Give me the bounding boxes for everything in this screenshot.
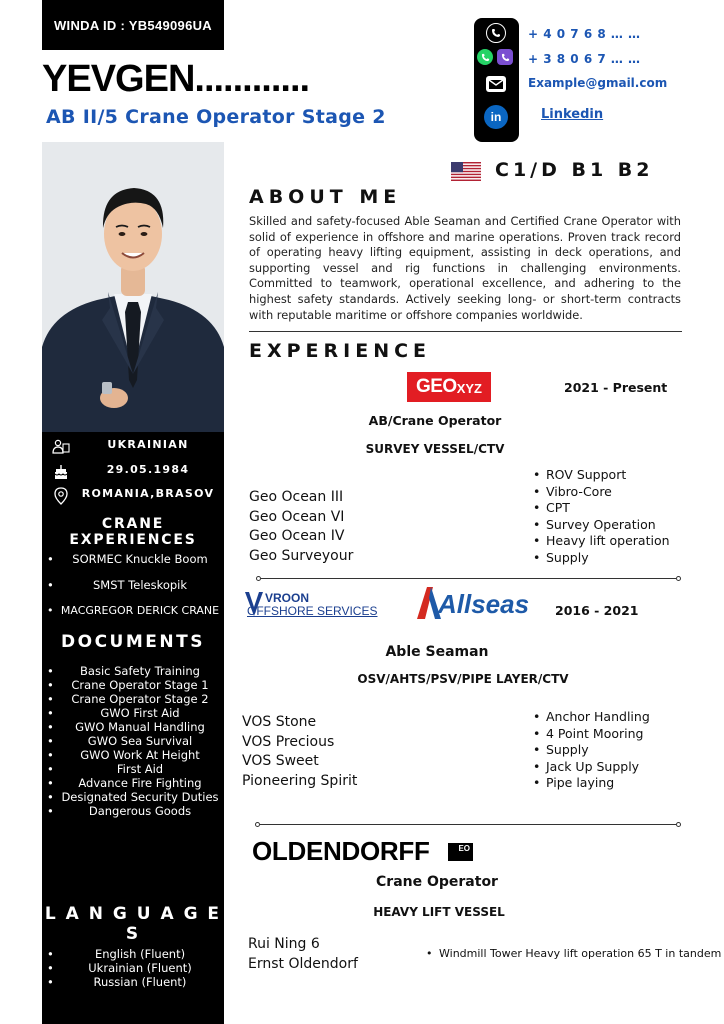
list-item: • Supply: [531, 742, 650, 759]
birthdate: 29.05.1984: [106, 463, 190, 476]
job-position: Able Seaman: [385, 644, 489, 660]
divider: [260, 824, 676, 825]
oldendorff-logo: [252, 836, 470, 868]
list-item: Geo Surveyour: [249, 547, 354, 564]
list-item: • Survey Operation: [531, 517, 670, 534]
vessel-list: [249, 488, 353, 566]
list-item: • Supply: [531, 550, 670, 567]
list-item: Pioneering Spirit: [242, 772, 358, 789]
list-item: Rui Ning 6: [248, 936, 320, 952]
list-item: • CPT: [531, 500, 670, 517]
list-item: • 4 Point Mooring: [531, 726, 650, 743]
list-item: VOS Stone: [242, 714, 317, 730]
list-item: • Crane Operator Stage 1: [42, 678, 224, 692]
phone-number-2[interactable]: + 3 8 0 6 7 … …: [528, 52, 641, 66]
oldendorff-logo-badge: EO: [448, 843, 473, 861]
job-position: AB/Crane Operator: [368, 413, 502, 428]
list-item: Geo Ocean III: [249, 489, 344, 505]
list-item: • Crane Operator Stage 2: [42, 692, 224, 706]
list-item: • SMST Teleskopik: [42, 578, 224, 592]
geoxyz-logo-geo: GEO: [415, 376, 457, 397]
vroon-logo-subtitle: OFFSHORE SERVICES: [247, 604, 378, 618]
duty-list: [531, 467, 670, 566]
list-item: • Designated Security Duties: [42, 790, 224, 804]
divider: [249, 331, 682, 332]
list-item: • Ukrainian (Fluent): [42, 961, 224, 975]
location-pin-icon: [52, 487, 70, 505]
duty-list: [531, 709, 650, 792]
list-item: • Heavy lift operation: [531, 533, 670, 550]
list-item: • Vibro-Core: [531, 484, 670, 501]
list-item: • English (Fluent): [42, 947, 224, 961]
job-position: Crane Operator: [376, 874, 498, 890]
list-item: Ernst Oldendorf: [248, 955, 358, 972]
list-item: • Anchor Handling: [531, 709, 650, 726]
email-icon: [486, 76, 506, 92]
contact-icon-bar: [474, 18, 519, 142]
list-item: Geo Ocean IV: [249, 528, 345, 544]
location: ROMANIA,BRASOV: [81, 487, 215, 500]
divider: [261, 578, 676, 579]
list-item: • MACGREGOR DERICK CRANE: [42, 604, 224, 617]
birthdate-row: [42, 463, 224, 483]
list-item: • GWO Manual Handling: [42, 720, 224, 734]
crane-experiences-heading: CRANE EXPERIENCES: [69, 516, 197, 548]
vroon-logo-title: VROON: [265, 591, 310, 605]
linkedin-icon[interactable]: in: [484, 105, 508, 129]
sidebar: [42, 432, 224, 1024]
list-item: • Advance Fire Fighting: [42, 776, 224, 790]
duty-list: [424, 946, 721, 963]
email-address[interactable]: Example@gmail.com: [528, 76, 668, 90]
experience-heading: EXPERIENCE: [249, 340, 432, 362]
divider-endpoint: [676, 576, 681, 581]
list-item: • ROV Support: [531, 467, 670, 484]
nationality-row: [42, 438, 224, 458]
list-item: • SORMEC Knuckle Boom: [42, 552, 224, 566]
us-flag-icon: [451, 162, 481, 181]
list-item: Geo Ocean VI: [249, 508, 345, 525]
job-years: 2016 - 2021: [555, 603, 639, 618]
list-item: • Pipe laying: [531, 775, 650, 792]
job-vessel-type: HEAVY LIFT VESSEL: [373, 905, 505, 919]
about-text: Skilled and safety-focused Able Seaman and Certified Crane Operator with solid of experience in offshore and marine operations. Proven track record of operating heavy lifting equipment, assisting in deck operations, and supporting vessel and rig functions in challenging environments. Committed to teamwork, operational excellence, and adhering to the highest safety standards. Actively seeking long- or short-term contracts with reputable maritime or offshore companies worldwide.: [249, 214, 681, 322]
list-item: • Jack Up Supply: [531, 759, 650, 776]
vroon-logo: [244, 590, 404, 620]
nationality: UKRAINIAN: [107, 438, 189, 451]
job-title: AB II/5 Crane Operator Stage 2: [46, 106, 386, 128]
birthday-cake-icon: [52, 463, 70, 481]
geoxyz-logo-xyz: XYZ: [456, 381, 483, 396]
list-item: VOS Sweet: [242, 753, 319, 769]
viber-icon: [497, 49, 513, 65]
languages-heading: L A N G U A G E S: [44, 904, 222, 944]
job-vessel-type: SURVEY VESSEL/CTV: [365, 442, 505, 456]
vessel-list: [248, 935, 358, 974]
vessel-list: [242, 713, 357, 791]
profile-photo: [42, 142, 224, 432]
list-item: • GWO Sea Survival: [42, 734, 224, 748]
allseas-logo-text: Allseas: [438, 589, 530, 619]
location-row: [42, 487, 224, 507]
documents-list: [42, 664, 224, 818]
documents-heading: DOCUMENTS: [61, 632, 205, 652]
about-heading: ABOUT ME: [249, 186, 402, 208]
job-years: 2021 - Present: [564, 380, 668, 395]
list-item: • Russian (Fluent): [42, 975, 224, 989]
oldendorff-logo-text: OLDENDORFF: [252, 836, 430, 866]
winda-id-badge: WINDA ID : YB549096UA: [42, 0, 224, 50]
job-vessel-type: OSV/AHTS/PSV/PIPE LAYER/CTV: [357, 672, 569, 686]
divider-endpoint: [676, 822, 681, 827]
list-item: • First Aid: [42, 762, 224, 776]
candidate-name: YEVGEN............: [42, 58, 310, 100]
list-item: • Windmill Tower Heavy lift operation 65 T in tandem: [424, 946, 721, 963]
list-item: • Dangerous Goods: [42, 804, 224, 818]
phone-icon: [486, 23, 506, 43]
people-icon: [52, 438, 70, 456]
list-item: VOS Precious: [242, 733, 335, 750]
linkedin-link[interactable]: Linkedin: [541, 107, 604, 122]
phone-number-1[interactable]: + 4 0 7 6 8 … …: [528, 27, 641, 41]
english-level: C1/D B1 B2: [495, 159, 654, 181]
list-item: • GWO First Aid: [42, 706, 224, 720]
languages-list: [42, 947, 224, 989]
list-item: • GWO Work At Height: [42, 748, 224, 762]
geoxyz-logo: [407, 372, 491, 402]
whatsapp-icon: [477, 49, 493, 65]
list-item: • Basic Safety Training: [42, 664, 224, 678]
crane-experiences-list: [42, 552, 224, 617]
